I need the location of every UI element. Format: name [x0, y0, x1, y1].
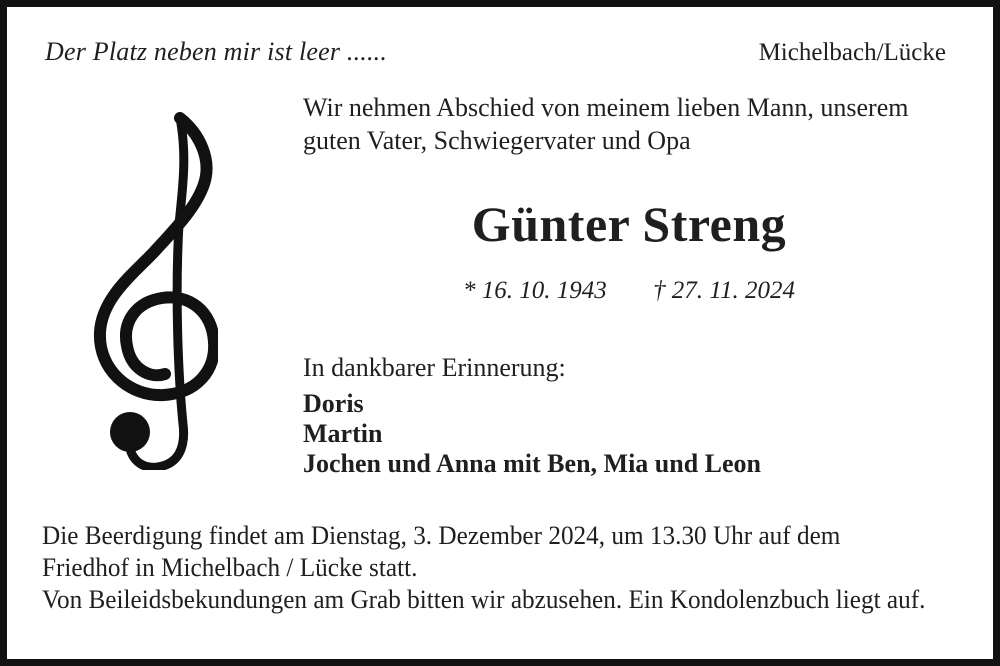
epigraph-text: Der Platz neben mir ist leer ......: [45, 37, 388, 66]
mourner-name: Martin: [303, 419, 383, 448]
intro-line: Wir nehmen Abschied von meinem lieben Mann, unserem: [303, 93, 909, 122]
intro-paragraph: [303, 91, 973, 157]
intro-line: guten Vater, Schwiegervater und Opa: [303, 126, 691, 155]
life-dates: [303, 277, 955, 305]
mourner-name: Jochen und Anna mit Ben, Mia und Leon: [303, 449, 762, 478]
memorial-heading: In dankbarer Erinnerung:: [303, 353, 566, 382]
funeral-details-line: Friedhof in Michelbach / Lücke statt.: [42, 553, 418, 582]
condolence-note-line: Von Beileidsbekundungen am Grab bitten wir abzusehen. Ein Kondolenzbuch liegt auf.: [42, 585, 926, 614]
funeral-details: [42, 520, 982, 616]
birth-date: * 16. 10. 1943: [463, 277, 607, 304]
mourner-name: Doris: [303, 389, 364, 418]
death-date: † 27. 11. 2024: [653, 277, 795, 304]
deceased-name: Günter Streng: [471, 196, 787, 252]
memorial-block: [303, 351, 973, 479]
treble-clef-icon: [90, 112, 218, 470]
funeral-details-line: Die Beerdigung findet am Dienstag, 3. Dezember 2024, um 13.30 Uhr auf dem: [42, 521, 841, 550]
location-text: Michelbach/Lücke: [758, 39, 946, 66]
